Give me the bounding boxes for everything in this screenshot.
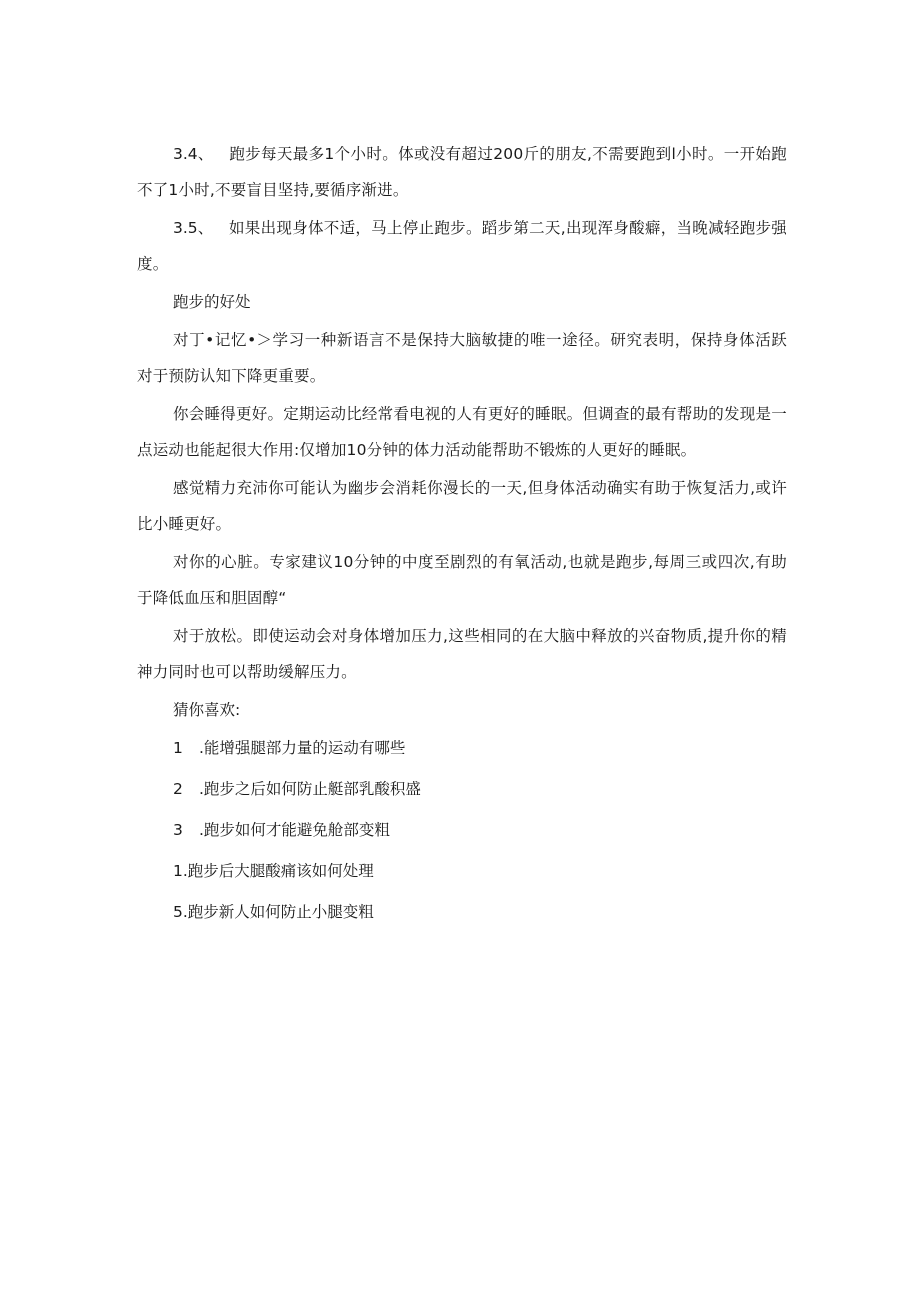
benefit-paragraph: 对你的心脏。专家建议10分钟的中度至剧烈的有氧活动,也就是跑步,每周三或四次,有助于降低血压和胆固醇“ [137,553,787,607]
benefit-paragraph: 对丁•记忆•＞学习一种新语言不是保持大脑敏捷的唯一途径。研究表明，保持身体活跃对于预防认知下降更重要。 [137,331,787,385]
list-marker: 3 [173,821,183,839]
benefit-paragraph: 你会睡得更好。定期运动比经常看电视的人有更好的睡眠。但调查的最有帮助的发现是一点运动也能起很大作用:仅增加10分钟的体力活动能帮助不锻炼的人更好的睡眠。 [137,405,787,459]
paragraph-number: 3.4、 [173,145,214,163]
document-page [137,136,787,935]
paragraph-3-5 [137,210,787,282]
recommend-link-1[interactable] [137,730,787,766]
recommend-link-3[interactable] [137,812,787,848]
benefit-paragraph: 对于放松。即使运动会对身体增加压力,这些相同的在大脑中释放的兴奋物质,提升你的精神力同时也可以帮助缓解压力。 [137,627,787,681]
recommend-link-5[interactable] [137,894,787,930]
section-heading-benefits: 跑步的好处 [173,293,251,311]
list-item-text: 跑步新人如何防止小腿变粗 [187,903,374,921]
paragraph-text: 跑步每天最多1个小时。体或没有超过200斤的朋友,不需要跑到l小时。一开始跑不了1小时,不要盲目坚持,要循序渐进。 [137,145,787,199]
recommend-link-2[interactable] [137,771,787,807]
list-item-text: .跑步之后如何防止艇部乳酸积盛 [199,780,421,798]
recommend-link-4[interactable] [137,853,787,889]
list-item-text: .跑步如何才能避免舱部变粗 [199,821,390,839]
list-marker: 1 [173,739,183,757]
paragraph-number: 3.5、 [173,219,214,237]
list-marker: 5. [173,903,188,921]
benefit-paragraph: 感觉精力充沛你可能认为幽步会消耗你漫长的一天,但身体活动确实有助于恢复活力,或许比小睡更好。 [137,479,787,533]
recommend-heading: 猜你喜欢: [173,701,241,719]
list-marker: 1. [173,862,188,880]
paragraph-text: 如果出现身体不适，马上停止跑步。蹈步第二天,出现浑身酸癖，当晚减轻跑步强度。 [137,219,787,273]
paragraph-3-4 [137,136,787,208]
list-item-text: 跑步后大腿酸痛该如何处理 [187,862,374,880]
list-marker: 2 [173,780,183,798]
list-item-text: .能增强腿部力量的运动有哪些 [199,739,406,757]
